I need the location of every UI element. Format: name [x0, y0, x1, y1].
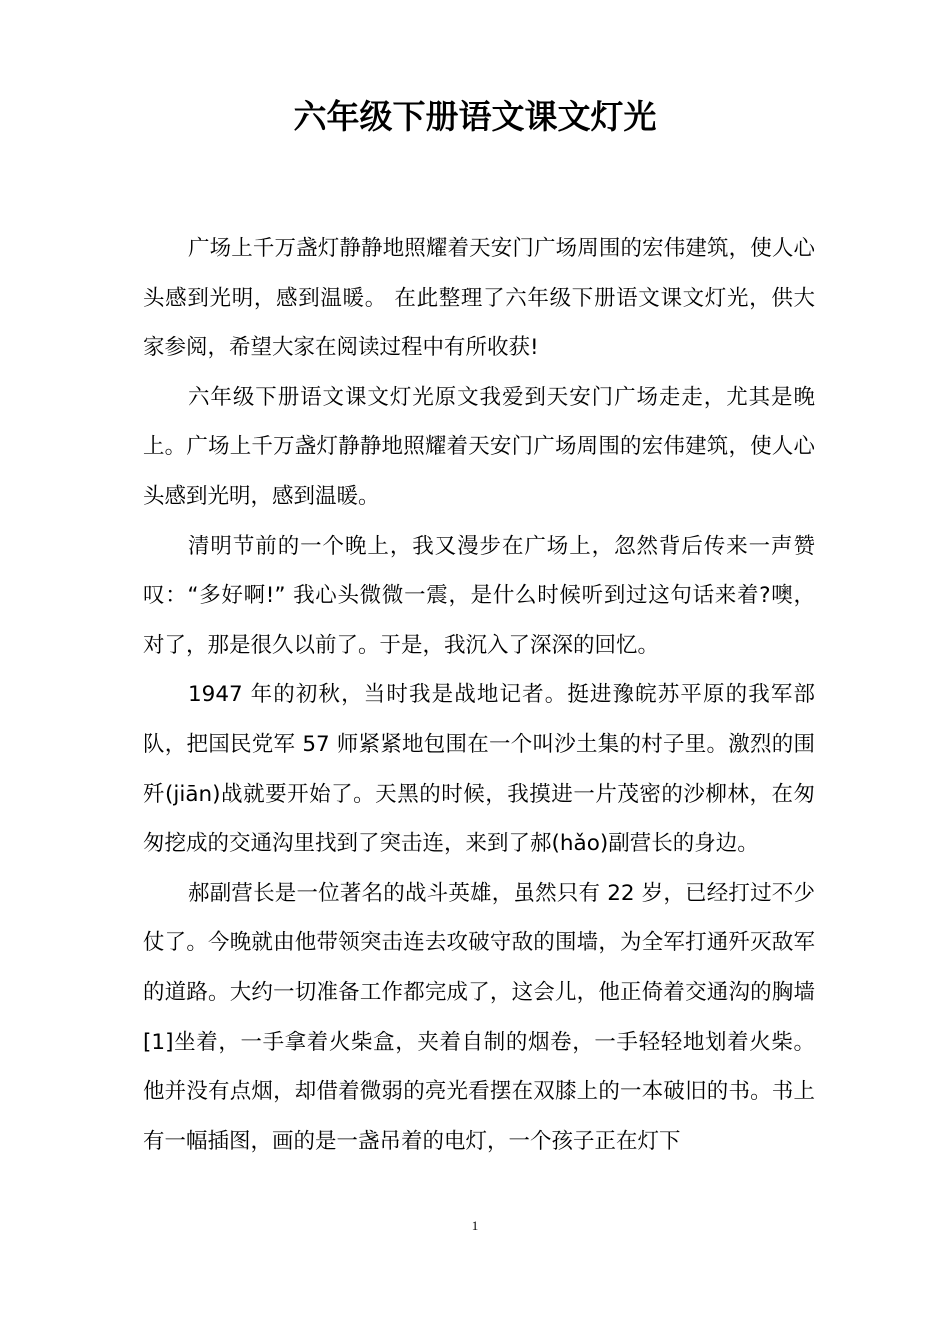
paragraph: 郝副营长是一位著名的战斗英雄，虽然只有 22 岁，已经打过不少仗了。今晚就由他带领突击连去攻破守敌的围墙，为全军打通歼灭敌军的道路。大约一切准备工作都完成了，这会儿，他正倚着交通沟的胸墙[1]坐着，一手拿着火柴盒，夹着自制的烟卷，一手轻轻地划着火柴。他并没有点烟，却借着微弱的亮光看摆在双膝上的一本破旧的书。书上有一幅插图，画的是一盏吊着的电灯，一个孩子正在灯下 — [143, 880, 815, 1154]
page-number: 1 — [471, 1218, 479, 1233]
paragraph: 清明节前的一个晚上，我又漫步在广场上，忽然背后传来一声赞叹：“多好啊!” 我心头微微一震，是什么时候听到过这句话来着?噢，对了，那是很久以前了。于是，我沉入了深深的回忆。 — [143, 533, 815, 658]
paragraph: 六年级下册语文课文灯光原文我爱到天安门广场走走，尤其是晚上。广场上千万盏灯静静地照耀着天安门广场周围的宏伟建筑，使人心头感到光明，感到温暖。 — [143, 384, 815, 509]
document-body — [143, 224, 815, 1166]
document-title: 六年级下册语文课文灯光 — [293, 97, 657, 136]
paragraph: 1947 年的初秋，当时我是战地记者。挺进豫皖苏平原的我军部队，把国民党军 57 师紧紧地包围在一个叫沙土集的村子里。激烈的围歼(jiān)战就要开始了。天黑的时候，我摸进一片茂密的沙柳林，在匆匆挖成的交通沟里找到了突击连，来到了郝(hǎo)副营长的身边。 — [143, 682, 815, 857]
paragraph: 广场上千万盏灯静静地照耀着天安门广场周围的宏伟建筑，使人心头感到光明，感到温暖。 在此整理了六年级下册语文课文灯光，供大家参阅，希望大家在阅读过程中有所收获! — [143, 236, 815, 361]
